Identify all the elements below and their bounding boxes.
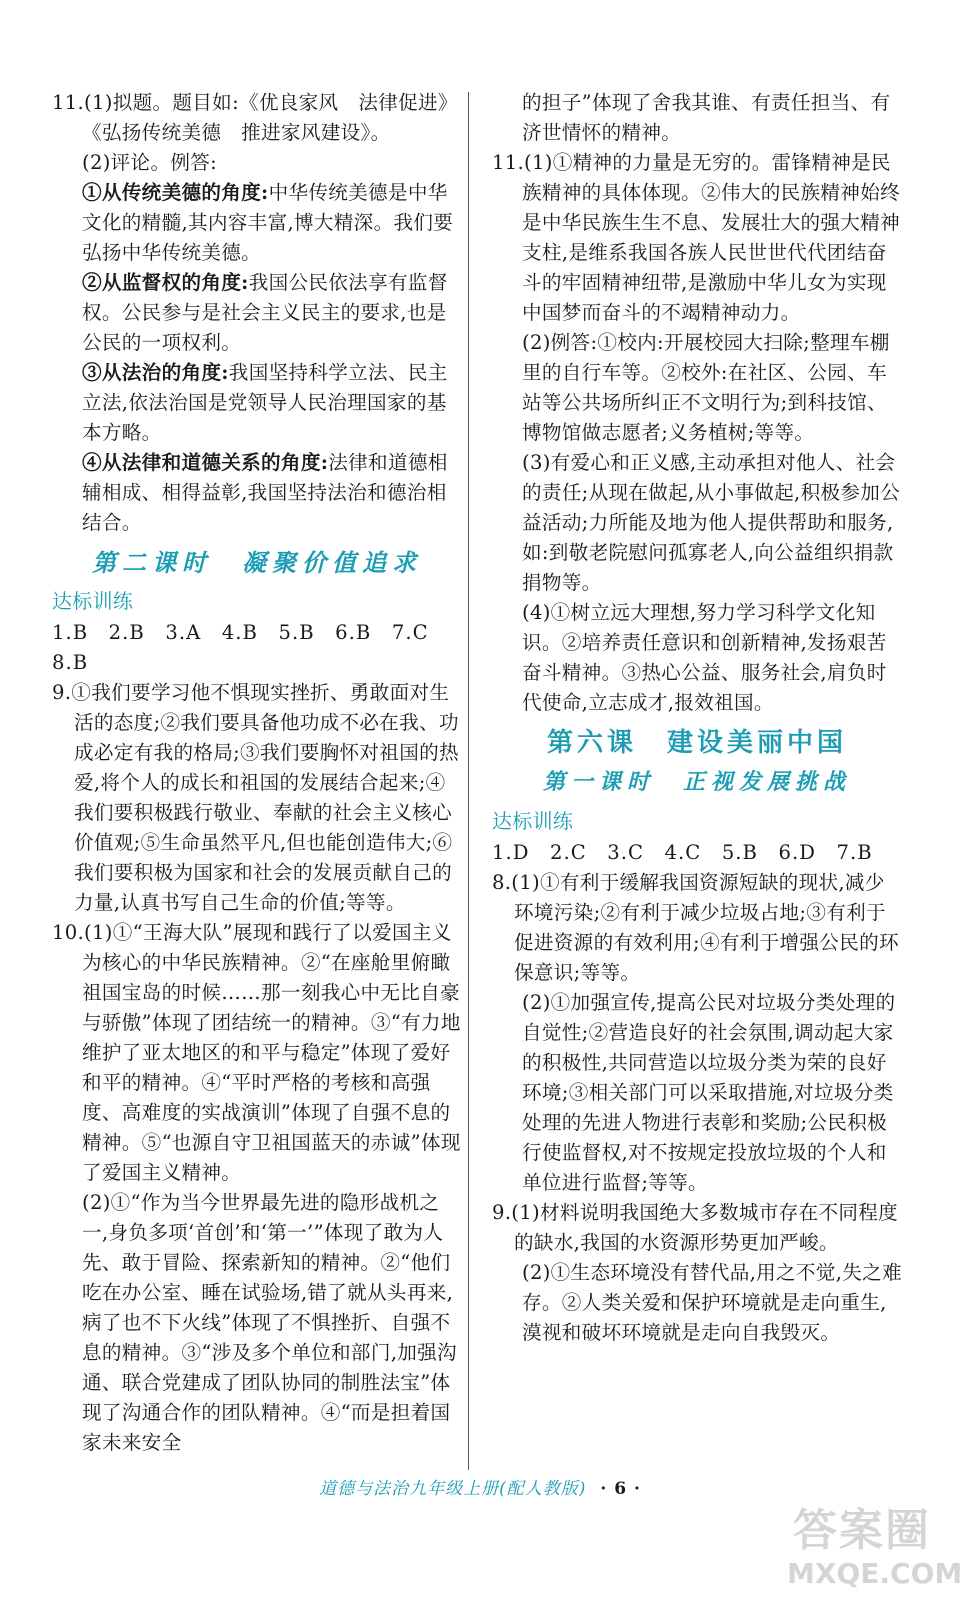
answers-row-1: 1.B 2.B 3.A 4.B 5.B 6.B 7.C — [52, 621, 429, 644]
q8-part2: (2)①加强宣传,提高公民对垃圾分类处理的自觉性;②营造良好的社会氛围,调动起大家的积极性,共同营造以垃圾分类为荣的良好环境;③相关部门可以采取措施,对垃圾分类处理的先进人物进行表彰和奖励;公民积极行使监督权,对不按规定投放垃圾的个人和单位进行监督;等等。 — [522, 991, 896, 1194]
q11-point-1: ①从传统美德的角度:中华传统美德是中华文化的精髓,其内容丰富,博大精深。我们要弘扬中华传统美德。 — [82, 181, 454, 264]
q11-part2: (2)例答:①校内:开展校园大扫除;整理车棚里的自行车等。②校外:在社区、公园、车站等公共场所纠正不文明行为;到科技馆、博物馆做志愿者;义务植树;等等。 — [522, 331, 890, 444]
answers-row: 1.D 2.C 3.C 4.C 5.B 6.D 7.B — [492, 841, 873, 864]
left-column — [52, 88, 462, 1458]
q10-continuation: 的担子”体现了舍我其谁、有责任担当、有济世情怀的精神。 — [522, 91, 891, 144]
q11-title: 11.(1)拟题。题目如:《优良家风 法律促进》《弘扬传统美德 推进家风建设》。 — [52, 91, 458, 144]
q9-answer: 9.①我们要学习他不惧现实挫折、勇敢面对生活的态度;②我们要具备他功成不必在我、功成必定有我的格局;③我们要胸怀对祖国的热爱,将个人的成长和祖国的发展结合起来;④我们要积极践行敬业、奉献的社会主义核心价值观;⑤生命虽然平凡,但也能创造伟大;⑥我们要积极为国家和社会的发展贡献自己的力量,认真书写自己生命的价值;等等。 — [52, 681, 459, 914]
page-number: · 6 · — [600, 1479, 641, 1499]
section-title-lesson2: 第二课时 凝聚价值追求 — [92, 549, 422, 577]
q11-point-3: ③从法治的角度:我国坚持科学立法、民主立法,依法治国是党领导人民治理国家的基本方略。 — [82, 361, 448, 444]
right-column — [492, 88, 902, 1348]
q11-point-4: ④从法律和道德关系的角度:法律和道德相辅相成、相得益彰,我国坚持法治和德治相结合。 — [82, 451, 448, 534]
subheading-practice: 达标训练 — [52, 589, 134, 613]
q8-part1: 8.(1)①有利于缓解我国资源短缺的现状,减少环境污染;②有利于减少垃圾占地;③有利于促进资源的有效利用;④有利于增强公民的环保意识;等等。 — [492, 871, 899, 984]
subheading-practice-2: 达标训练 — [492, 809, 574, 833]
lesson-title: 第六课 建设美丽中国 — [546, 728, 847, 758]
watermark-logo — [787, 1494, 963, 1590]
q9-part1: 9.(1)材料说明我国绝大多数城市存在不同程度的缺水,我国的水资源形势更加严峻。 — [492, 1201, 899, 1254]
q11-part1: 11.(1)①精神的力量是无穷的。雷锋精神是民族精神的具体体现。②伟大的民族精神始终是中华民族生生不息、发展壮大的强大精神支柱,是维系我国各族人民世世代代团结奋斗的牢固精神纽带,是激励中华儿女为实现中国梦而奋斗的不竭精神动力。 — [492, 151, 900, 324]
book-title: 道德与法治九年级上册(配人教版) — [319, 1479, 587, 1499]
answers-row-2: 8.B — [52, 651, 89, 674]
q9-part2: (2)①生态环境没有替代品,用之不觉,失之难存。②人类关爱和保护环境就是走向重生,漠视和破坏环境就是走向自我毁灭。 — [522, 1261, 902, 1344]
q10-part2: (2)①“作为当今世界最先进的隐形战机之一,身负多项‘首创’和‘第一’”体现了敢为人先、敢于冒险、探索新知的精神。②“他们吃在办公室、睡在试验场,错了就从头再来,病了也不下火线”体现了不惧挫折、自强不息的精神。③“涉及多个单位和部门,加强沟通、联合党建成了团队协同的制胜法宝”体现了沟通合作的团队精神。④“而是担着国家未来安全 — [82, 1191, 457, 1454]
section-title-lesson1: 第一课时 正视发展挑战 — [542, 770, 851, 795]
watermark-url: MXQE.COM — [787, 1557, 963, 1590]
q11-point-2: ②从监督权的角度:我国公民依法享有监督权。公民参与是社会主义民主的要求,也是公民的一项权利。 — [82, 271, 448, 354]
q11-part2-label: (2)评论。例答: — [82, 151, 218, 174]
page-footer — [300, 1474, 660, 1499]
q11-part4: (4)①树立远大理想,努力学习科学文化知识。②培养责任意识和创新精神,发扬艰苦奋斗精神。③热心公益、服务社会,肩负时代使命,立志成才,报效祖国。 — [522, 601, 887, 714]
q10-part1: 10.(1)①“王海大队”展现和践行了以爱国主义为核心的中华民族精神。②“在座舱里俯瞰祖国宝岛的时候……那一刻我心中无比自豪与骄傲”体现了团结统一的精神。③“有力地维护了亚太地区的和平与稳定”体现了爱好和平的精神。④“平时严格的考核和高强度、高难度的实战演训”体现了自强不息的精神。⑤“也源自守卫祖国蓝天的赤诚”体现了爱国主义精神。 — [52, 921, 461, 1184]
column-divider — [468, 92, 469, 1470]
watermark-text: 答案圈 — [793, 1505, 931, 1556]
q11-part3: (3)有爱心和正义感,主动承担对他人、社会的责任;从现在做起,从小事做起,积极参加公益活动;力所能及地为他人提供帮助和服务,如:到敬老院慰问孤寡老人,向公益组织捐款捐物等。 — [522, 451, 901, 594]
